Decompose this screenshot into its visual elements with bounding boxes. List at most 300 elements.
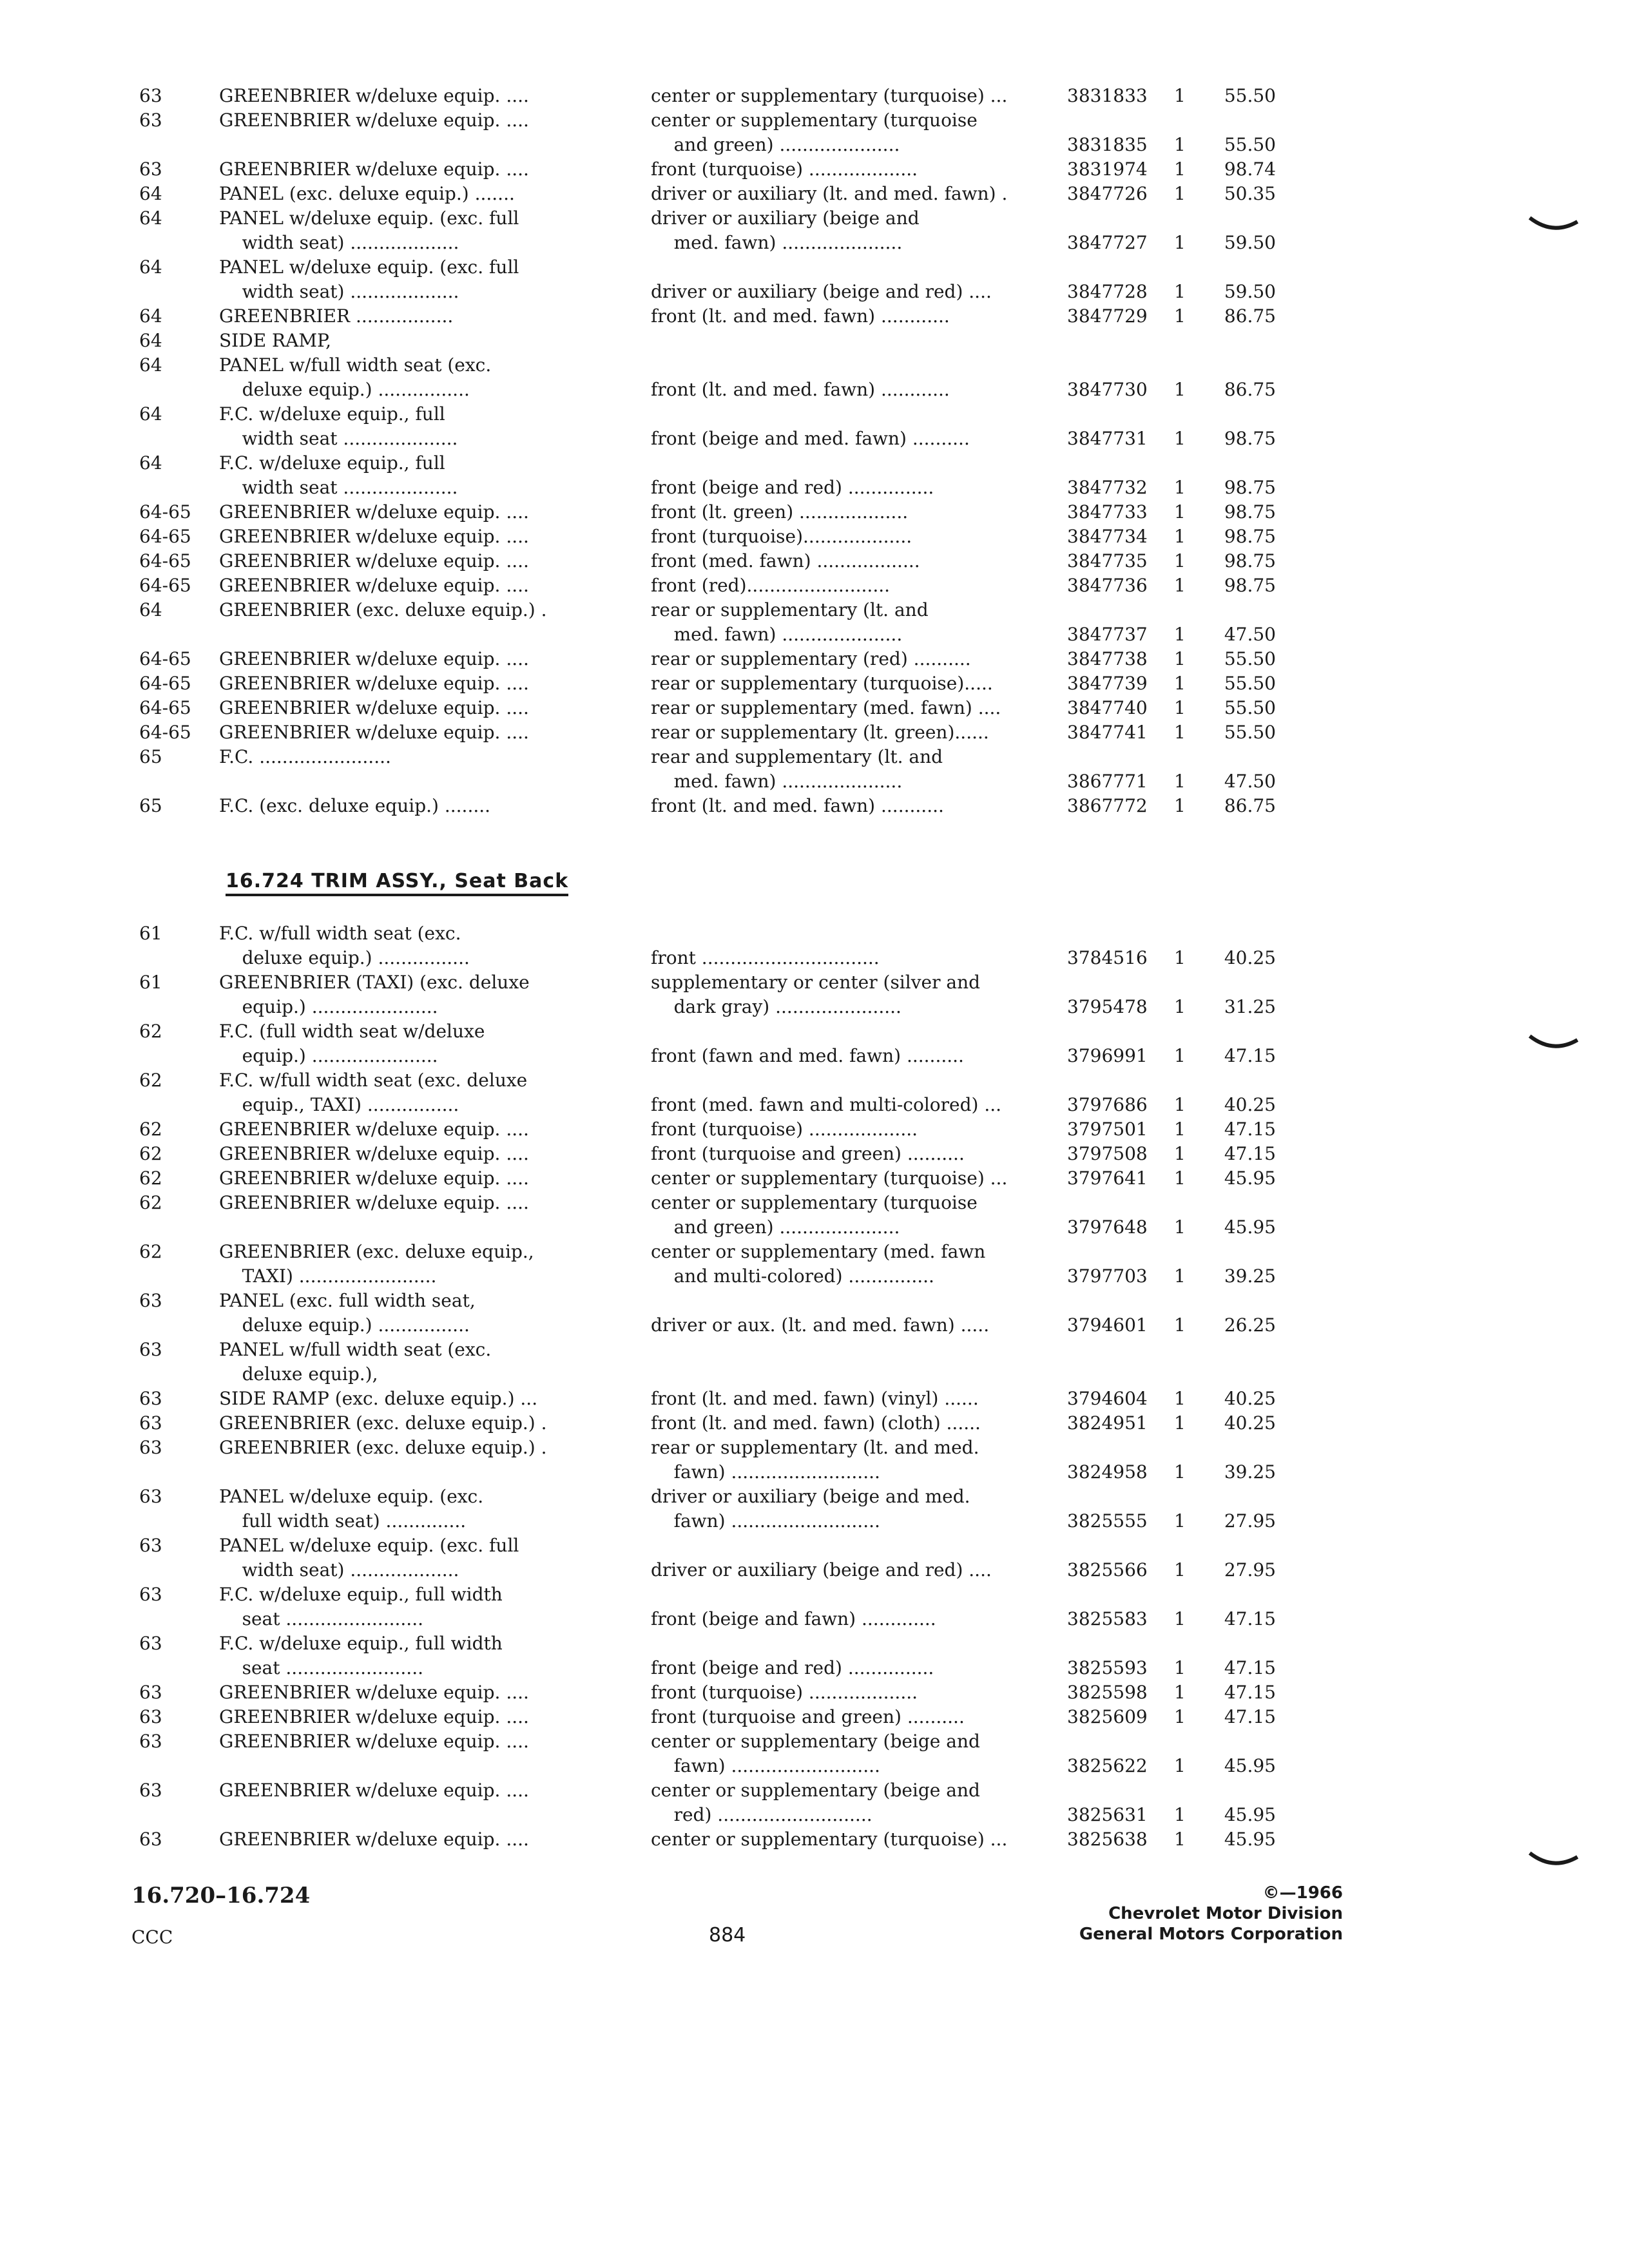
quantity: 1 bbox=[1174, 1045, 1186, 1066]
model-text: F.C. w/deluxe equip., full width bbox=[219, 1633, 503, 1654]
part-number: 3847727 bbox=[1067, 232, 1148, 253]
model-year: 63 bbox=[139, 110, 162, 131]
price: 50.35 bbox=[1224, 183, 1276, 204]
quantity: 1 bbox=[1174, 1657, 1186, 1678]
price: 39.25 bbox=[1224, 1461, 1276, 1483]
quantity: 1 bbox=[1174, 1461, 1186, 1483]
model-year: 63 bbox=[139, 1706, 162, 1727]
publisher-block bbox=[1031, 1883, 1343, 1945]
model-text: GREENBRIER w/deluxe equip. .... bbox=[219, 85, 529, 106]
description-text: rear or supplementary (lt. and med. bbox=[651, 1437, 979, 1458]
table-row bbox=[0, 182, 1629, 206]
description-text: front (lt. green) ................... bbox=[651, 501, 909, 523]
model-year: 63 bbox=[139, 1829, 162, 1850]
part-number: 3825638 bbox=[1067, 1829, 1148, 1850]
quantity: 1 bbox=[1174, 1706, 1186, 1727]
model-text: width seat) ................... bbox=[219, 1559, 459, 1581]
description-text: front (turquoise) ................... bbox=[651, 1682, 918, 1703]
part-number: 3794601 bbox=[1067, 1314, 1148, 1336]
price: 98.75 bbox=[1224, 550, 1276, 572]
quantity: 1 bbox=[1174, 673, 1186, 694]
table-row bbox=[0, 1411, 1629, 1436]
description-text: front (lt. and med. fawn) (vinyl) ...... bbox=[651, 1388, 979, 1409]
part-number: 3847741 bbox=[1067, 722, 1148, 743]
price: 98.75 bbox=[1224, 526, 1276, 547]
table-row bbox=[0, 921, 1629, 970]
part-number: 3867772 bbox=[1067, 795, 1148, 816]
model-year: 63 bbox=[139, 1412, 162, 1434]
table-row bbox=[0, 1729, 1629, 1778]
quantity: 1 bbox=[1174, 428, 1186, 449]
price: 98.75 bbox=[1224, 477, 1276, 498]
quantity: 1 bbox=[1174, 1755, 1186, 1776]
price: 55.50 bbox=[1224, 85, 1276, 106]
part-number: 3825583 bbox=[1067, 1608, 1148, 1629]
model-text: GREENBRIER w/deluxe equip. .... bbox=[219, 1731, 529, 1752]
description-text: front ............................... bbox=[651, 947, 880, 968]
table-row bbox=[0, 1778, 1629, 1827]
part-number: 3797703 bbox=[1067, 1265, 1148, 1287]
model-year: 65 bbox=[139, 795, 162, 816]
model-text: GREENBRIER w/deluxe equip. .... bbox=[219, 159, 529, 180]
model-text: width seat) ................... bbox=[219, 281, 459, 302]
model-text: full width seat) .............. bbox=[219, 1510, 467, 1532]
table-row bbox=[0, 1680, 1629, 1705]
model-text: F.C. ....................... bbox=[219, 746, 391, 767]
model-year: 62 bbox=[139, 1070, 162, 1091]
table-row bbox=[0, 1387, 1629, 1411]
model-year: 63 bbox=[139, 1633, 162, 1654]
model-year: 62 bbox=[139, 1192, 162, 1213]
price: 55.50 bbox=[1224, 722, 1276, 743]
quantity: 1 bbox=[1174, 1829, 1186, 1850]
price: 98.75 bbox=[1224, 501, 1276, 523]
table-row bbox=[0, 720, 1629, 745]
quantity: 1 bbox=[1174, 477, 1186, 498]
model-year: 62 bbox=[139, 1021, 162, 1042]
description-text: rear or supplementary (turquoise)..... bbox=[651, 673, 993, 694]
model-year: 63 bbox=[139, 159, 162, 180]
table-row bbox=[0, 353, 1629, 402]
description-text: and green) ..................... bbox=[651, 134, 900, 155]
price: 27.95 bbox=[1224, 1510, 1276, 1532]
quantity: 1 bbox=[1174, 1168, 1186, 1189]
description-text: center or supplementary (beige and bbox=[651, 1780, 980, 1801]
description-text: med. fawn) ..................... bbox=[651, 771, 903, 792]
part-number: 3847735 bbox=[1067, 550, 1148, 572]
part-number: 3847733 bbox=[1067, 501, 1148, 523]
model-year: 61 bbox=[139, 923, 162, 944]
model-text: GREENBRIER w/deluxe equip. .... bbox=[219, 575, 529, 596]
description-text: center or supplementary (turquoise) ... bbox=[651, 1168, 1008, 1189]
quantity: 1 bbox=[1174, 159, 1186, 180]
price: 98.74 bbox=[1224, 159, 1276, 180]
description-text: driver or auxiliary (beige and red) .... bbox=[651, 1559, 992, 1581]
description-text: and green) ..................... bbox=[651, 1216, 900, 1238]
model-text: equip., TAXI) ................ bbox=[219, 1094, 459, 1115]
table-row bbox=[0, 304, 1629, 329]
model-text: width seat .................... bbox=[219, 477, 458, 498]
model-text: GREENBRIER (exc. deluxe equip.) . bbox=[219, 1437, 547, 1458]
price: 40.25 bbox=[1224, 1412, 1276, 1434]
model-text: GREENBRIER (exc. deluxe equip., bbox=[219, 1241, 534, 1262]
model-year: 64-65 bbox=[139, 673, 191, 694]
part-number: 3847737 bbox=[1067, 624, 1148, 645]
table-row bbox=[0, 1191, 1629, 1240]
group-number: 16.720–16.724 bbox=[131, 1883, 311, 1908]
model-text: SIDE RAMP (exc. deluxe equip.) ... bbox=[219, 1388, 538, 1409]
price: 45.95 bbox=[1224, 1168, 1276, 1189]
description-text: front (lt. and med. fawn) ........... bbox=[651, 795, 944, 816]
price: 45.95 bbox=[1224, 1755, 1276, 1776]
description-text: front (turquoise and green) .......... bbox=[651, 1143, 965, 1164]
model-text: GREENBRIER w/deluxe equip. .... bbox=[219, 1706, 529, 1727]
model-text: GREENBRIER w/deluxe equip. .... bbox=[219, 1192, 529, 1213]
quantity: 1 bbox=[1174, 1216, 1186, 1238]
price: 45.95 bbox=[1224, 1804, 1276, 1825]
description-text: front (turquoise) ................... bbox=[651, 159, 918, 180]
model-year: 63 bbox=[139, 1535, 162, 1556]
model-text: GREENBRIER (TAXI) (exc. deluxe bbox=[219, 972, 530, 993]
model-text: GREENBRIER w/deluxe equip. .... bbox=[219, 1780, 529, 1801]
model-text: GREENBRIER w/deluxe equip. .... bbox=[219, 722, 529, 743]
model-text: GREENBRIER w/deluxe equip. .... bbox=[219, 501, 529, 523]
price: 47.15 bbox=[1224, 1657, 1276, 1678]
part-number: 3797501 bbox=[1067, 1119, 1148, 1140]
price: 98.75 bbox=[1224, 428, 1276, 449]
quantity: 1 bbox=[1174, 697, 1186, 718]
model-year: 61 bbox=[139, 972, 162, 993]
model-text: GREENBRIER w/deluxe equip. .... bbox=[219, 550, 529, 572]
description-text: driver or auxiliary (beige and bbox=[651, 207, 920, 229]
model-text: PANEL w/deluxe equip. (exc. full bbox=[219, 207, 519, 229]
table-row bbox=[0, 647, 1629, 671]
edge-tab-mark bbox=[1528, 1031, 1579, 1054]
quantity: 1 bbox=[1174, 575, 1186, 596]
model-text: PANEL w/deluxe equip. (exc. full bbox=[219, 1535, 519, 1556]
part-number: 3847739 bbox=[1067, 673, 1148, 694]
quantity: 1 bbox=[1174, 134, 1186, 155]
model-text: GREENBRIER w/deluxe equip. .... bbox=[219, 697, 529, 718]
corporation-line: General Motors Corporation bbox=[1079, 1925, 1343, 1944]
description-text: rear or supplementary (med. fawn) .... bbox=[651, 697, 1001, 718]
price: 86.75 bbox=[1224, 795, 1276, 816]
model-year: 63 bbox=[139, 1731, 162, 1752]
part-number: 3847736 bbox=[1067, 575, 1148, 596]
part-number: 3824951 bbox=[1067, 1412, 1148, 1434]
model-year: 64-65 bbox=[139, 501, 191, 523]
model-year: 64 bbox=[139, 403, 162, 425]
model-text: GREENBRIER w/deluxe equip. .... bbox=[219, 1168, 529, 1189]
description-text: dark gray) ...................... bbox=[651, 996, 901, 1017]
description-text: front (lt. and med. fawn) ............ bbox=[651, 379, 950, 400]
part-number: 3796991 bbox=[1067, 1045, 1148, 1066]
table-row bbox=[0, 794, 1629, 818]
table-row bbox=[0, 108, 1629, 157]
price: 31.25 bbox=[1224, 996, 1276, 1017]
model-year: 64 bbox=[139, 452, 162, 474]
description-text: front (lt. and med. fawn) (cloth) ...... bbox=[651, 1412, 981, 1434]
description-text: center or supplementary (med. fawn bbox=[651, 1241, 986, 1262]
price: 40.25 bbox=[1224, 1388, 1276, 1409]
description-text: front (beige and fawn) ............. bbox=[651, 1608, 936, 1629]
description-text: fawn) .......................... bbox=[651, 1755, 880, 1776]
model-year: 63 bbox=[139, 1584, 162, 1605]
model-year: 63 bbox=[139, 1437, 162, 1458]
part-number: 3847730 bbox=[1067, 379, 1148, 400]
quantity: 1 bbox=[1174, 722, 1186, 743]
table-row bbox=[0, 1019, 1629, 1068]
description-text: front (fawn and med. fawn) .......... bbox=[651, 1045, 964, 1066]
model-text: PANEL w/deluxe equip. (exc. full bbox=[219, 256, 519, 278]
table-row bbox=[0, 524, 1629, 549]
model-text: GREENBRIER w/deluxe equip. .... bbox=[219, 110, 529, 131]
quantity: 1 bbox=[1174, 648, 1186, 669]
price: 47.15 bbox=[1224, 1682, 1276, 1703]
model-text: F.C. (exc. deluxe equip.) ........ bbox=[219, 795, 491, 816]
description-text: driver or aux. (lt. and med. fawn) ..... bbox=[651, 1314, 990, 1336]
description-text: front (beige and med. fawn) .......... bbox=[651, 428, 970, 449]
description-text: front (med. fawn and multi-colored) ... bbox=[651, 1094, 1002, 1115]
description-text: center or supplementary (turquoise bbox=[651, 110, 978, 131]
price: 40.25 bbox=[1224, 1094, 1276, 1115]
description-text: front (turquoise and green) .......... bbox=[651, 1706, 965, 1727]
quantity: 1 bbox=[1174, 501, 1186, 523]
table-row bbox=[0, 451, 1629, 500]
part-number: 3847734 bbox=[1067, 526, 1148, 547]
model-year: 63 bbox=[139, 85, 162, 106]
model-year: 63 bbox=[139, 1290, 162, 1311]
model-text: TAXI) ........................ bbox=[219, 1265, 437, 1287]
model-year: 64 bbox=[139, 183, 162, 204]
part-number: 3847732 bbox=[1067, 477, 1148, 498]
table-row bbox=[0, 671, 1629, 696]
part-number: 3797641 bbox=[1067, 1168, 1148, 1189]
model-year: 63 bbox=[139, 1388, 162, 1409]
description-text: front (turquoise)................... bbox=[651, 526, 912, 547]
quantity: 1 bbox=[1174, 1094, 1186, 1115]
model-text: SIDE RAMP, bbox=[219, 330, 332, 351]
table-row bbox=[0, 573, 1629, 598]
model-year: 62 bbox=[139, 1143, 162, 1164]
quantity: 1 bbox=[1174, 1804, 1186, 1825]
quantity: 1 bbox=[1174, 281, 1186, 302]
model-text: GREENBRIER w/deluxe equip. .... bbox=[219, 1829, 529, 1850]
model-text: deluxe equip.), bbox=[219, 1363, 378, 1385]
model-year: 64-65 bbox=[139, 550, 191, 572]
price: 47.15 bbox=[1224, 1706, 1276, 1727]
part-number: 3797648 bbox=[1067, 1216, 1148, 1238]
quantity: 1 bbox=[1174, 771, 1186, 792]
part-number: 3797686 bbox=[1067, 1094, 1148, 1115]
model-text: equip.) ...................... bbox=[219, 996, 438, 1017]
model-text: F.C. w/deluxe equip., full width bbox=[219, 1584, 503, 1605]
part-number: 3847738 bbox=[1067, 648, 1148, 669]
catalog-code: CCC bbox=[131, 1927, 173, 1948]
description-text: center or supplementary (turquoise) ... bbox=[651, 1829, 1008, 1850]
model-text: PANEL w/deluxe equip. (exc. bbox=[219, 1486, 484, 1507]
part-number: 3825593 bbox=[1067, 1657, 1148, 1678]
quantity: 1 bbox=[1174, 795, 1186, 816]
model-text: F.C. w/deluxe equip., full bbox=[219, 403, 445, 425]
description-text: driver or auxiliary (beige and red) .... bbox=[651, 281, 992, 302]
table-row bbox=[0, 549, 1629, 573]
model-text: F.C. w/full width seat (exc. bbox=[219, 923, 461, 944]
part-number: 3825631 bbox=[1067, 1804, 1148, 1825]
description-text: front (beige and red) ............... bbox=[651, 1657, 934, 1678]
model-year: 62 bbox=[139, 1119, 162, 1140]
division-line: Chevrolet Motor Division bbox=[1108, 1904, 1343, 1923]
table-row bbox=[0, 1631, 1629, 1680]
table-row bbox=[0, 1485, 1629, 1533]
quantity: 1 bbox=[1174, 232, 1186, 253]
price: 98.75 bbox=[1224, 575, 1276, 596]
part-number: 3847728 bbox=[1067, 281, 1148, 302]
quantity: 1 bbox=[1174, 550, 1186, 572]
part-number: 3847729 bbox=[1067, 305, 1148, 327]
price: 39.25 bbox=[1224, 1265, 1276, 1287]
quantity: 1 bbox=[1174, 305, 1186, 327]
description-text: front (lt. and med. fawn) ............ bbox=[651, 305, 950, 327]
price: 47.15 bbox=[1224, 1045, 1276, 1066]
price: 86.75 bbox=[1224, 379, 1276, 400]
description-text: and multi-colored) ............... bbox=[651, 1265, 934, 1287]
description-text: rear and supplementary (lt. and bbox=[651, 746, 943, 767]
description-text: red) ........................... bbox=[651, 1804, 872, 1825]
part-number: 3825566 bbox=[1067, 1559, 1148, 1581]
quantity: 1 bbox=[1174, 1559, 1186, 1581]
model-text: GREENBRIER w/deluxe equip. .... bbox=[219, 648, 529, 669]
model-year: 64 bbox=[139, 305, 162, 327]
part-number: 3831835 bbox=[1067, 134, 1148, 155]
model-text: PANEL w/full width seat (exc. bbox=[219, 1339, 492, 1360]
description-text: fawn) .......................... bbox=[651, 1461, 880, 1483]
model-text: PANEL (exc. deluxe equip.) ....... bbox=[219, 183, 515, 204]
price: 55.50 bbox=[1224, 697, 1276, 718]
part-number: 3847740 bbox=[1067, 697, 1148, 718]
quantity: 1 bbox=[1174, 183, 1186, 204]
description-text: front (red)......................... bbox=[651, 575, 891, 596]
table-row bbox=[0, 84, 1629, 108]
part-number: 3795478 bbox=[1067, 996, 1148, 1017]
price: 55.50 bbox=[1224, 673, 1276, 694]
table-row bbox=[0, 500, 1629, 524]
part-number: 3794604 bbox=[1067, 1388, 1148, 1409]
table-row bbox=[0, 1827, 1629, 1852]
model-year: 64 bbox=[139, 330, 162, 351]
part-number: 3784516 bbox=[1067, 947, 1148, 968]
table-row bbox=[0, 1240, 1629, 1289]
model-year: 65 bbox=[139, 746, 162, 767]
page-number: 884 bbox=[709, 1924, 746, 1946]
model-text: PANEL (exc. full width seat, bbox=[219, 1290, 476, 1311]
quantity: 1 bbox=[1174, 1682, 1186, 1703]
quantity: 1 bbox=[1174, 1388, 1186, 1409]
model-text: PANEL w/full width seat (exc. bbox=[219, 354, 492, 376]
description-text: rear or supplementary (lt. green)...... bbox=[651, 722, 989, 743]
model-text: GREENBRIER w/deluxe equip. .... bbox=[219, 1682, 529, 1703]
description-text: front (beige and red) ............... bbox=[651, 477, 934, 498]
model-text: GREENBRIER w/deluxe equip. .... bbox=[219, 526, 529, 547]
quantity: 1 bbox=[1174, 1119, 1186, 1140]
description-text: med. fawn) ..................... bbox=[651, 624, 903, 645]
description-text: driver or auxiliary (lt. and med. fawn) . bbox=[651, 183, 1008, 204]
part-number: 3847731 bbox=[1067, 428, 1148, 449]
description-text: rear or supplementary (lt. and bbox=[651, 599, 929, 620]
model-year: 64-65 bbox=[139, 697, 191, 718]
model-text: F.C. w/full width seat (exc. deluxe bbox=[219, 1070, 528, 1091]
table-row bbox=[0, 1338, 1629, 1387]
part-number: 3847726 bbox=[1067, 183, 1148, 204]
quantity: 1 bbox=[1174, 1314, 1186, 1336]
part-number: 3867771 bbox=[1067, 771, 1148, 792]
model-text: GREENBRIER ................. bbox=[219, 305, 454, 327]
table-row bbox=[0, 1289, 1629, 1338]
model-year: 64 bbox=[139, 599, 162, 620]
price: 47.50 bbox=[1224, 771, 1276, 792]
table-row bbox=[0, 745, 1629, 794]
quantity: 1 bbox=[1174, 1608, 1186, 1629]
quantity: 1 bbox=[1174, 1510, 1186, 1532]
model-year: 63 bbox=[139, 1682, 162, 1703]
table-row bbox=[0, 255, 1629, 304]
table-row bbox=[0, 1436, 1629, 1485]
model-year: 63 bbox=[139, 1339, 162, 1360]
description-text: center or supplementary (beige and bbox=[651, 1731, 980, 1752]
quantity: 1 bbox=[1174, 85, 1186, 106]
price: 45.95 bbox=[1224, 1829, 1276, 1850]
model-year: 62 bbox=[139, 1241, 162, 1262]
quantity: 1 bbox=[1174, 1412, 1186, 1434]
table-row bbox=[0, 598, 1629, 647]
description-text: center or supplementary (turquoise) ... bbox=[651, 85, 1008, 106]
model-year: 64 bbox=[139, 354, 162, 376]
model-text: equip.) ...................... bbox=[219, 1045, 438, 1066]
table-row bbox=[0, 1166, 1629, 1191]
model-year: 64 bbox=[139, 256, 162, 278]
table-row bbox=[0, 1705, 1629, 1729]
model-text: deluxe equip.) ................ bbox=[219, 1314, 470, 1336]
price: 47.15 bbox=[1224, 1119, 1276, 1140]
price: 47.15 bbox=[1224, 1608, 1276, 1629]
description-text: fawn) .......................... bbox=[651, 1510, 880, 1532]
model-text: width seat) ................... bbox=[219, 232, 459, 253]
model-year: 64-65 bbox=[139, 648, 191, 669]
table-row bbox=[0, 970, 1629, 1019]
description-text: rear or supplementary (red) .......... bbox=[651, 648, 971, 669]
model-year: 64-65 bbox=[139, 722, 191, 743]
model-year: 63 bbox=[139, 1486, 162, 1507]
model-text: F.C. (full width seat w/deluxe bbox=[219, 1021, 485, 1042]
table-row bbox=[0, 206, 1629, 255]
table-row bbox=[0, 1142, 1629, 1166]
table-row bbox=[0, 329, 1629, 353]
parts-table-seat-back bbox=[0, 921, 1629, 1852]
quantity: 1 bbox=[1174, 1143, 1186, 1164]
table-row bbox=[0, 1117, 1629, 1142]
model-text: F.C. w/deluxe equip., full bbox=[219, 452, 445, 474]
model-text: GREENBRIER w/deluxe equip. .... bbox=[219, 1119, 529, 1140]
part-number: 3825555 bbox=[1067, 1510, 1148, 1532]
model-year: 64-65 bbox=[139, 526, 191, 547]
quantity: 1 bbox=[1174, 947, 1186, 968]
model-year: 63 bbox=[139, 1780, 162, 1801]
description-text: supplementary or center (silver and bbox=[651, 972, 981, 993]
part-number: 3824958 bbox=[1067, 1461, 1148, 1483]
part-number: 3797508 bbox=[1067, 1143, 1148, 1164]
quantity: 1 bbox=[1174, 526, 1186, 547]
model-text: GREENBRIER w/deluxe equip. .... bbox=[219, 1143, 529, 1164]
